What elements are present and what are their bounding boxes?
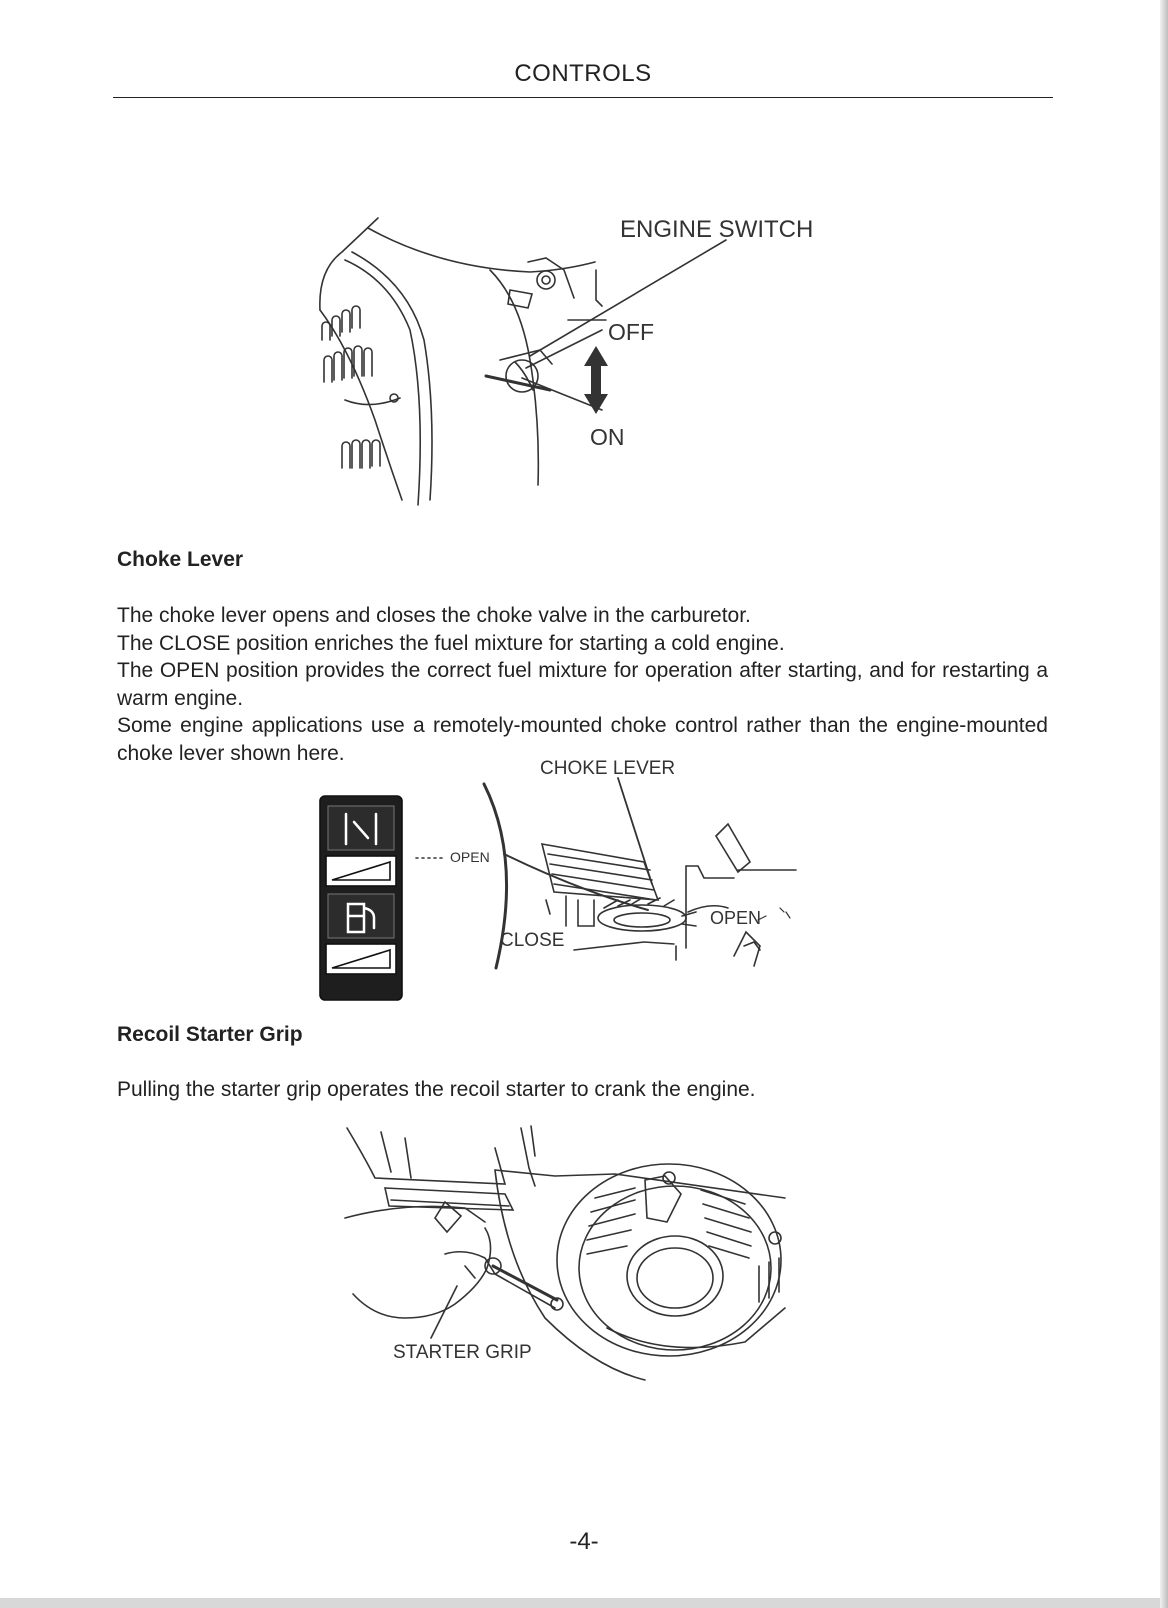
choke-paragraph-4: Some engine applications use a remotely-mounted choke control rather than the engine-mounted choke lever shown here. [117,714,1048,765]
title-rule [113,97,1053,98]
choke-close-label: CLOSE [500,930,565,951]
choke-paragraph-2: The CLOSE position enriches the fuel mixture for starting a cold engine. [117,631,785,655]
choke-paragraph-3: The OPEN position provides the correct fuel mixture for operation after starting, and for restarting a warm engine. [117,659,1048,710]
scan-right-edge [1160,0,1168,1608]
choke-lever-figure [318,758,838,990]
choke-open-right-label: OPEN [710,908,762,928]
off-label: OFF [608,319,654,345]
recoil-paragraph: Pulling the starter grip operates the recoil starter to crank the engine. [117,1078,756,1101]
recoil-starter-figure [345,1118,825,1398]
cooling-fins-middle [324,346,372,382]
scan-bottom-edge [0,1598,1168,1608]
choke-decal [320,796,402,1000]
choke-lever-heading: Choke Lever [117,548,244,571]
cooling-fins-bottom [342,440,380,468]
choke-paragraph-1: The choke lever opens and closes the choke valve in the carburetor. [117,604,751,627]
page-title: CONTROLS [514,60,652,87]
cooling-fins-top [322,306,360,340]
choke-lever-description [117,602,1048,768]
starter-grip-label: STARTER GRIP [393,1342,532,1363]
recoil-starter-description [117,1076,1048,1104]
choke-open-left-label: OPEN [450,849,490,865]
recoil-starter-heading: Recoil Starter Grip [117,1023,303,1046]
engine-switch-label: ENGINE SWITCH [620,216,814,243]
engine-switch-figure [290,200,870,520]
page-number: -4- [569,1528,599,1555]
on-label: ON [590,424,625,450]
choke-lever-label: CHOKE LEVER [540,758,676,779]
